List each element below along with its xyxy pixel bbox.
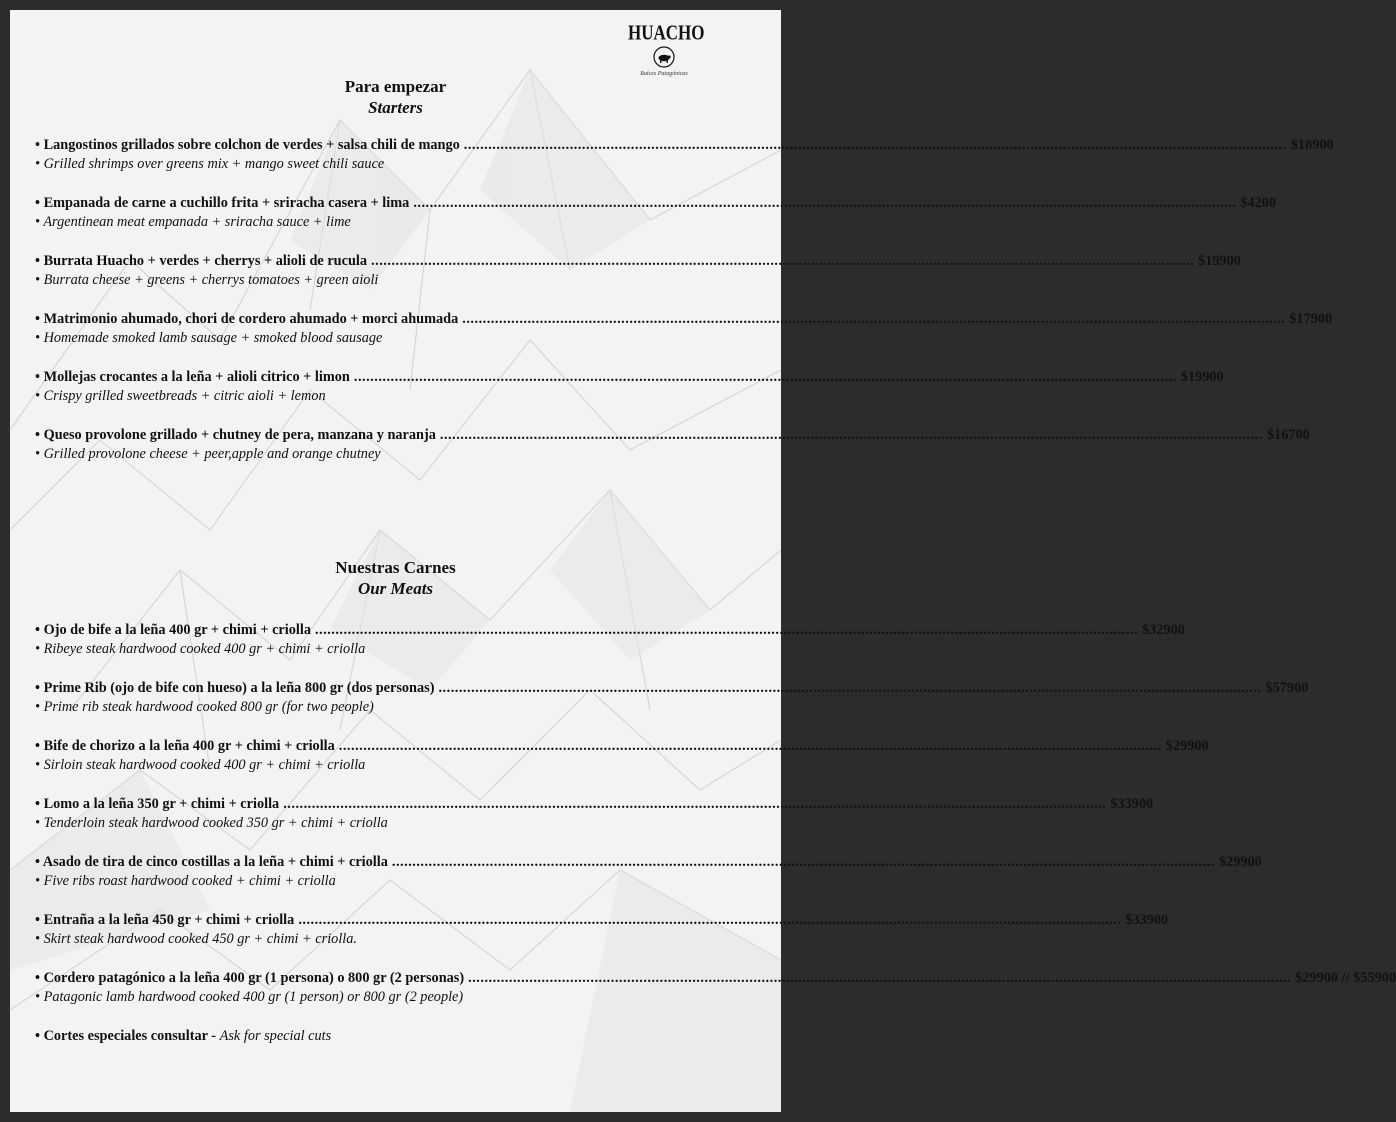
- item-name: • Queso provolone grillado + chutney de pera, manzana y naranja: [35, 427, 436, 443]
- special-cuts-translation: Ask for special cuts: [219, 1028, 332, 1044]
- item-description: • Grilled provolone cheese + peer,apple and orange chutney: [35, 446, 381, 462]
- item-price: $19900: [1198, 253, 1241, 269]
- item-description: • Burrata cheese + greens + cherrys tomatoes + green aioli: [35, 272, 379, 288]
- meats-heading: [10, 557, 781, 599]
- leader-dots: ..........................................................................................................................................................................................................: [413, 195, 1237, 211]
- item-description: • Five ribs roast hardwood cooked + chimi + criolla: [35, 873, 336, 889]
- item-price: $19900: [1180, 369, 1224, 385]
- item-name: • Matrimonio ahumado, chori de cordero ahumado + morci ahumada: [35, 311, 459, 327]
- item-description: • Sirloin steak hardwood cooked 400 gr + chimi + criolla: [35, 757, 366, 773]
- item-description: • Grilled shrimps over greens mix + mango sweet chili sauce: [35, 156, 385, 172]
- leader-dots: ..........................................................................................................................................................................................................: [298, 912, 1122, 928]
- starters-title-es: Para empezar: [344, 77, 447, 96]
- item-name: • Langostinos grillados sobre colchon de verdes + salsa chili de mango: [35, 137, 460, 153]
- special-cuts-label: • Cortes especiales consultar -: [35, 1028, 220, 1044]
- item-price: $29900: [1165, 738, 1209, 754]
- item-description: • Ribeye steak hardwood cooked 400 gr + chimi + criolla: [35, 641, 366, 657]
- item-name: • Prime Rib (ojo de bife con hueso) a la leña 800 gr (dos personas): [35, 680, 435, 696]
- starters-title-en: Starters: [368, 98, 423, 117]
- item-price: $29900: [1218, 854, 1262, 870]
- menu-item: [35, 621, 1185, 679]
- menu-item: [35, 368, 1224, 426]
- menu-item: [35, 737, 1209, 795]
- leader-dots: ..........................................................................................................................................................................................................: [314, 622, 1138, 638]
- leader-dots: ..........................................................................................................................................................................................................: [283, 796, 1107, 812]
- item-name: • Bife de chorizo a la leña 400 gr + chimi + criolla: [35, 738, 335, 754]
- brand-name: HUACHO: [628, 20, 705, 45]
- leader-dots: ..........................................................................................................................................................................................................: [391, 854, 1215, 870]
- brand-tagline: Raíces Patagónicas: [640, 71, 688, 77]
- menu-item: [35, 252, 1241, 310]
- item-price: $32900: [1141, 622, 1185, 638]
- menu-item: [35, 426, 1310, 484]
- item-description: • Prime rib steak hardwood cooked 800 gr (for two people): [35, 699, 374, 715]
- item-description: • Patagonic lamb hardwood cooked 400 gr (1 person) or 800 gr (2 people): [35, 989, 464, 1005]
- item-name: • Burrata Huacho + verdes + cherrys + alioli de rucula: [35, 253, 368, 269]
- item-price: $29900 // $55900: [1295, 970, 1396, 986]
- item-description: • Skirt steak hardwood cooked 450 gr + chimi + criolla.: [35, 931, 357, 947]
- item-name: • Lomo a la leña 350 gr + chimi + criolla: [35, 796, 280, 812]
- item-description: • Crispy grilled sweetbreads + citric aioli + lemon: [35, 388, 326, 404]
- item-price: $33900: [1110, 796, 1154, 812]
- special-cuts-note: [35, 1027, 743, 1046]
- leader-dots: ..........................................................................................................................................................................................................: [439, 427, 1263, 443]
- item-price: $4200: [1240, 195, 1277, 211]
- starters-heading: [10, 76, 781, 118]
- menu-item: [35, 194, 1277, 252]
- item-name: • Ojo de bife a la leña 400 gr + chimi + criolla: [35, 622, 311, 638]
- menu-item: [35, 795, 1154, 853]
- item-description: • Tenderloin steak hardwood cooked 350 gr + chimi + criolla: [35, 815, 388, 831]
- item-name: • Empanada de carne a cuchillo frita + sriracha casera + lima: [35, 195, 410, 211]
- meats-title-es: Nuestras Carnes: [335, 558, 456, 577]
- leader-dots: ..........................................................................................................................................................................................................: [462, 311, 1286, 327]
- menu-item: [35, 969, 1396, 1027]
- leader-dots: ..........................................................................................................................................................................................................: [371, 253, 1195, 269]
- menu-item: [35, 679, 1309, 737]
- item-price: $17900: [1289, 311, 1333, 327]
- menu-item: [35, 853, 1262, 911]
- menu-page: [10, 10, 1396, 1112]
- menu-item: [35, 136, 1334, 194]
- leader-dots: ..........................................................................................................................................................................................................: [463, 137, 1287, 153]
- item-name: • Mollejas crocantes a la leña + alioli citrico + limon: [35, 369, 350, 385]
- menu-item: [35, 310, 1333, 368]
- item-description: • Homemade smoked lamb sausage + smoked blood sausage: [35, 330, 383, 346]
- item-name: • Cordero patagónico a la leña 400 gr (1 persona) o 800 gr (2 personas): [35, 970, 465, 986]
- leader-dots: ..........................................................................................................................................................................................................: [438, 680, 1262, 696]
- item-price: $33900: [1125, 912, 1169, 928]
- item-price: $18900: [1290, 137, 1334, 153]
- leader-dots: ..........................................................................................................................................................................................................: [353, 369, 1177, 385]
- item-name: • Asado de tira de cinco costillas a la leña + chimi + criolla: [35, 854, 388, 870]
- starters-list: [35, 136, 1334, 484]
- meats-list: [35, 621, 1396, 1046]
- leader-dots: ..........................................................................................................................................................................................................: [468, 970, 1292, 986]
- item-price: $16700: [1266, 427, 1310, 443]
- item-name: • Entraña a la leña 450 gr + chimi + criolla: [35, 912, 295, 928]
- meats-title-en: Our Meats: [357, 579, 434, 598]
- boar-icon: [653, 46, 675, 68]
- brand-logo: [628, 20, 705, 84]
- item-price: $57900: [1265, 680, 1309, 696]
- item-description: • Argentinean meat empanada + sriracha sauce + lime: [35, 214, 351, 230]
- leader-dots: ..........................................................................................................................................................................................................: [338, 738, 1162, 754]
- menu-item: [35, 911, 1169, 969]
